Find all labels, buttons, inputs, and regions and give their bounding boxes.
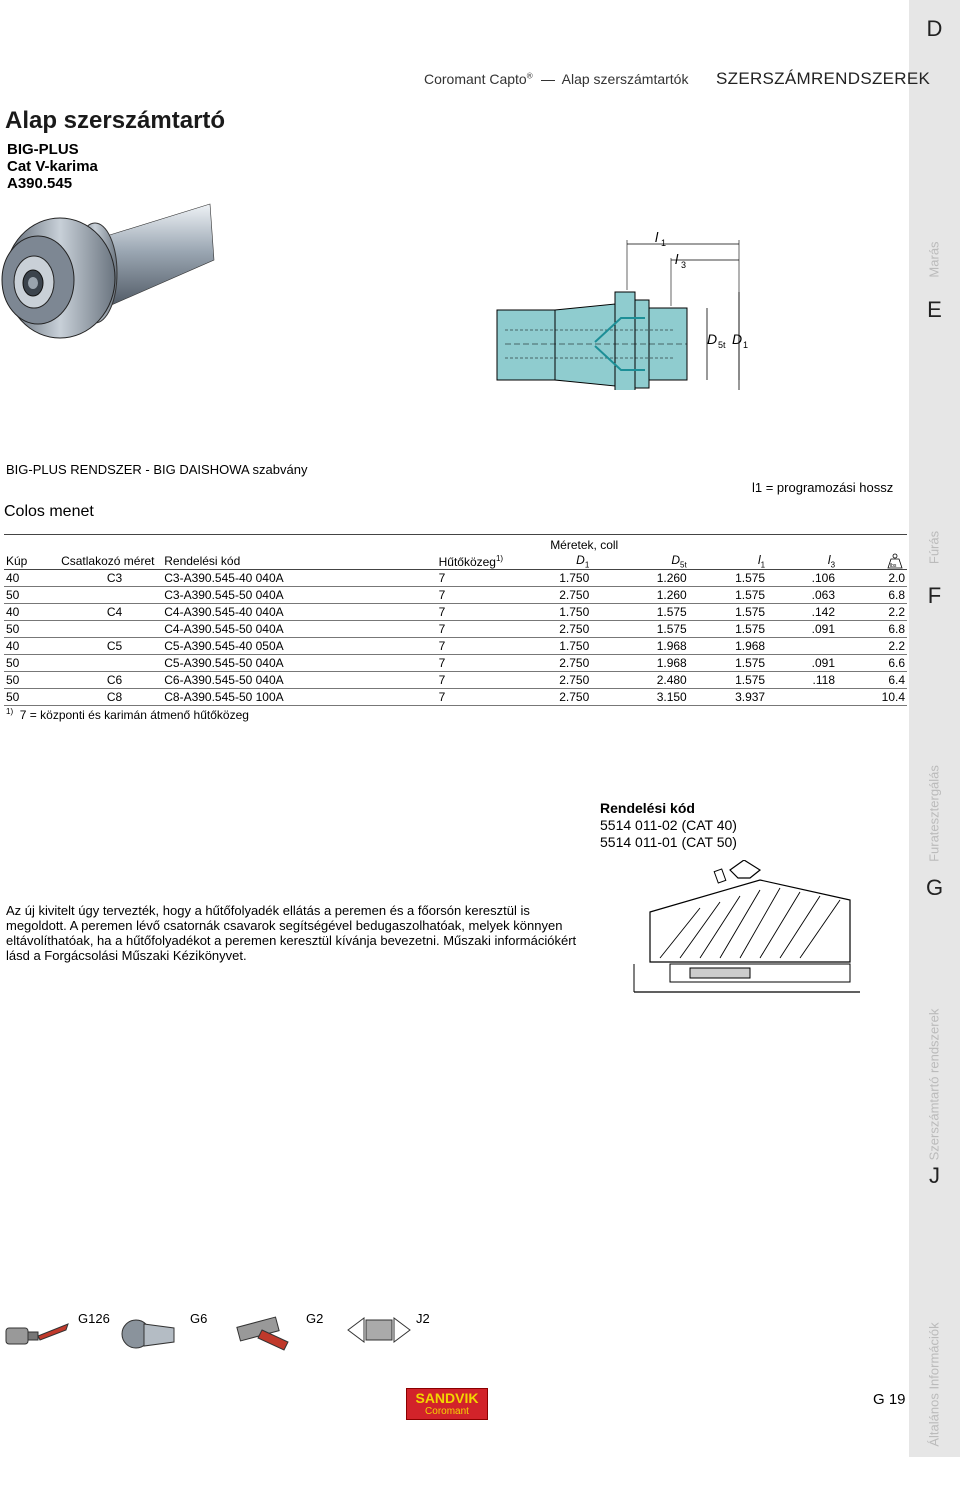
accessory-order-codes xyxy=(600,800,737,851)
cell-d1: 2.750 xyxy=(536,655,591,672)
dim-l3: l xyxy=(675,251,679,267)
cell-csatlakozo: C4 xyxy=(59,604,162,621)
dimensions-group-label: Méretek, coll xyxy=(536,535,907,554)
cell-csatlakozo xyxy=(59,655,162,672)
wrench-icon[interactable] xyxy=(234,1312,298,1352)
table-body xyxy=(4,570,907,706)
chapter-word-szerszamtarto[interactable]: Szerszámtartó rendszerek xyxy=(926,1008,942,1161)
cell-d1: 1.750 xyxy=(536,604,591,621)
cell-hutokozeg: 7 xyxy=(437,655,537,672)
footnote-mark: 1) xyxy=(6,707,14,716)
cell-hutokozeg: 7 xyxy=(437,621,537,638)
cell-d1: 1.750 xyxy=(536,638,591,655)
chapter-letter-f[interactable]: F xyxy=(927,583,942,608)
logo-name: Coromant xyxy=(425,1406,469,1417)
cell-d5t: 1.968 xyxy=(591,638,688,655)
cell-l1: 1.575 xyxy=(689,621,767,638)
col-l1-label: l xyxy=(757,553,761,567)
cell-d1: 1.750 xyxy=(536,570,591,587)
col-l1-sub: 1 xyxy=(760,560,766,570)
table-row xyxy=(4,587,907,604)
col-l1 xyxy=(689,553,767,570)
weight-icon xyxy=(885,553,905,569)
page-title: Alap szerszámtartó xyxy=(5,107,226,134)
cell-csatlakozo: C6 xyxy=(59,672,162,689)
dim-d1-sub: 1 xyxy=(743,340,749,350)
cell-l3: .142 xyxy=(767,604,837,621)
table-header-row xyxy=(4,553,907,570)
col-d1 xyxy=(536,553,591,570)
cell-l1: 1.575 xyxy=(689,655,767,672)
breadcrumb-dash xyxy=(541,80,555,81)
cell-kod: C6-A390.545-50 040A xyxy=(162,672,436,689)
cell-d5t: 1.968 xyxy=(591,655,688,672)
cell-l3 xyxy=(767,638,837,655)
chapter-word-maras[interactable]: Marás xyxy=(926,241,942,278)
col-d1-sub: 1 xyxy=(584,560,590,570)
thread-type: Colos menet xyxy=(4,503,94,520)
cell-l3: .118 xyxy=(767,672,837,689)
breadcrumb xyxy=(424,71,688,87)
cell-kup: 50 xyxy=(4,587,59,604)
link-g6[interactable]: G6 xyxy=(190,1311,208,1326)
cell-l3: .106 xyxy=(767,570,837,587)
page-number: G 19 xyxy=(873,1391,906,1408)
col-d1-label: D xyxy=(576,553,585,567)
table-row xyxy=(4,570,907,587)
cell-kod: C4-A390.545-40 040A xyxy=(162,604,436,621)
product-photo xyxy=(0,198,220,358)
section-title: SZERSZÁMRENDSZEREK xyxy=(716,69,931,88)
cell-hutokozeg: 7 xyxy=(437,689,537,706)
dim-l1-sub: 1 xyxy=(661,238,667,248)
cell-kod: C5-A390.545-40 050A xyxy=(162,638,436,655)
col-weight xyxy=(837,553,907,570)
table-row xyxy=(4,621,907,638)
order-line-1: 5514 011-02 (CAT 40) xyxy=(600,817,737,833)
cell-weight: 6.8 xyxy=(837,587,907,604)
link-g2[interactable]: G2 xyxy=(306,1311,324,1326)
breadcrumb-section: Alap szerszámtartók xyxy=(561,71,689,87)
cell-d5t: 2.480 xyxy=(591,672,688,689)
cell-hutokozeg: 7 xyxy=(437,587,537,604)
cell-l1: 1.575 xyxy=(689,587,767,604)
col-hutokozeg-sup: 1) xyxy=(495,553,504,563)
flange-section-drawing xyxy=(630,860,870,1000)
table-row xyxy=(4,672,907,689)
dim-d1: D xyxy=(732,331,743,347)
cell-kup: 50 xyxy=(4,689,59,706)
dim-d5t: D xyxy=(707,331,718,347)
table-row xyxy=(4,638,907,655)
col-csatlakozo: Csatlakozó méret xyxy=(59,553,162,570)
cell-kod: C3-A390.545-40 040A xyxy=(162,570,436,587)
dim-l3-sub: 3 xyxy=(681,260,687,270)
col-l3 xyxy=(767,553,837,570)
order-title: Rendelési kód xyxy=(600,800,695,816)
cell-kup: 40 xyxy=(4,638,59,655)
breadcrumb-capto: Coromant Capto xyxy=(424,71,527,87)
cell-hutokozeg: 7 xyxy=(437,638,537,655)
subtitle-2: Cat V-karima xyxy=(7,158,98,175)
screw-icon[interactable] xyxy=(4,1312,70,1352)
cell-hutokozeg: 7 xyxy=(437,570,537,587)
cell-kup: 50 xyxy=(4,621,59,638)
order-line-2: 5514 011-01 (CAT 50) xyxy=(600,834,737,850)
cell-weight: 6.4 xyxy=(837,672,907,689)
table-row xyxy=(4,655,907,672)
col-l3-sub: 3 xyxy=(830,560,836,570)
cell-d5t: 3.150 xyxy=(591,689,688,706)
cell-d1: 2.750 xyxy=(536,689,591,706)
description-paragraph: Az új kivitelt úgy tervezték, hogy a hűtőfolyadék ellátás a peremen és a főorsón keresztül is megoldott. A peremen lévő csatornák csavarok segítségével bedugaszolhatóak, melyek könnyen eltávolíthatóak, ha a hűtőfolyadékot a peremen keresztül kívánja bevezetni. Műszaki információkért lásd a Forgácsolási Műszaki Kézikönyvet. xyxy=(6,903,577,963)
col-kod: Rendelési kód xyxy=(162,553,436,570)
col-d5t-label: D xyxy=(671,553,681,567)
dim-l1: l xyxy=(655,230,659,245)
cell-l3: .091 xyxy=(767,621,837,638)
cell-kup: 50 xyxy=(4,672,59,689)
link-g126[interactable]: G126 xyxy=(78,1311,110,1326)
cell-l1: 1.575 xyxy=(689,672,767,689)
cell-kup: 50 xyxy=(4,655,59,672)
cell-kup: 40 xyxy=(4,570,59,587)
cell-kod: C3-A390.545-50 040A xyxy=(162,587,436,604)
cell-kup: 40 xyxy=(4,604,59,621)
cell-kod: C4-A390.545-50 040A xyxy=(162,621,436,638)
cell-csatlakozo: C3 xyxy=(59,570,162,587)
sandvik-logo xyxy=(406,1388,488,1420)
system-title: BIG-PLUS RENDSZER - BIG DAISHOWA szabvány xyxy=(6,462,308,477)
cell-kod: C5-A390.545-50 040A xyxy=(162,655,436,672)
chapter-letter-j[interactable]: J xyxy=(929,1163,940,1188)
col-kup: Kúp xyxy=(4,553,59,570)
cell-d1: 2.750 xyxy=(536,672,591,689)
dim-d5t-sub: 5t xyxy=(718,340,726,350)
holder-icon[interactable] xyxy=(118,1312,180,1352)
table-footnote xyxy=(6,707,249,722)
cell-hutokozeg: 7 xyxy=(437,604,537,621)
weight-icon-text: lbs xyxy=(890,563,897,570)
cell-l1: 1.968 xyxy=(689,638,767,655)
chapter-letter-d[interactable]: D xyxy=(926,16,943,41)
col-hutokozeg-label: Hűtőközeg xyxy=(438,554,496,569)
cell-csatlakozo: C5 xyxy=(59,638,162,655)
dimension-drawing xyxy=(495,230,765,390)
cell-csatlakozo: C8 xyxy=(59,689,162,706)
chapter-letter-e[interactable]: E xyxy=(927,297,942,322)
cell-weight: 10.4 xyxy=(837,689,907,706)
cell-weight: 2.2 xyxy=(837,638,907,655)
registered-mark: ® xyxy=(526,71,533,81)
cell-csatlakozo xyxy=(59,587,162,604)
cell-d1: 2.750 xyxy=(536,621,591,638)
spec-table xyxy=(4,534,907,706)
programming-length-note: l1 = programozási hossz xyxy=(752,480,894,495)
cell-l3 xyxy=(767,689,837,706)
cell-d5t: 1.575 xyxy=(591,604,688,621)
cell-weight: 6.6 xyxy=(837,655,907,672)
subtitle-3: A390.545 xyxy=(7,175,73,192)
cell-d1: 2.750 xyxy=(536,587,591,604)
col-d5t xyxy=(591,553,688,570)
table-row xyxy=(4,689,907,706)
chapter-word-furas[interactable]: Fúrás xyxy=(926,530,942,565)
col-hutokozeg xyxy=(437,553,537,570)
col-l3-label: l xyxy=(827,553,831,567)
footnote-text: 7 = központi és karimán átmenő hűtőközeg xyxy=(19,708,249,722)
chapter-word-altalanos[interactable]: Általános Információk xyxy=(926,1322,942,1447)
cell-kod: C8-A390.545-50 100A xyxy=(162,689,436,706)
logo-brand: SANDVIK xyxy=(415,1390,479,1406)
col-d5t-sub: 5t xyxy=(680,560,687,570)
cell-d5t: 1.260 xyxy=(591,570,688,587)
cell-l1: 1.575 xyxy=(689,570,767,587)
table-group-header xyxy=(4,535,907,554)
cell-csatlakozo xyxy=(59,621,162,638)
product-family xyxy=(7,141,98,192)
chapter-word-furatesztergalas[interactable]: Furatesztergálás xyxy=(926,765,942,862)
cell-l1: 3.937 xyxy=(689,689,767,706)
link-j2[interactable]: J2 xyxy=(416,1311,430,1326)
chapter-letter-g[interactable]: G xyxy=(925,875,944,900)
cell-weight: 2.0 xyxy=(837,570,907,587)
cell-weight: 2.2 xyxy=(837,604,907,621)
cell-d5t: 1.260 xyxy=(591,587,688,604)
cell-d5t: 1.575 xyxy=(591,621,688,638)
subtitle-1: BIG-PLUS xyxy=(7,141,79,158)
cell-hutokozeg: 7 xyxy=(437,672,537,689)
coupling-icon[interactable] xyxy=(344,1310,414,1352)
cell-l1: 1.575 xyxy=(689,604,767,621)
cell-l3: .063 xyxy=(767,587,837,604)
cell-weight: 6.8 xyxy=(837,621,907,638)
cell-l3: .091 xyxy=(767,655,837,672)
table-row xyxy=(4,604,907,621)
